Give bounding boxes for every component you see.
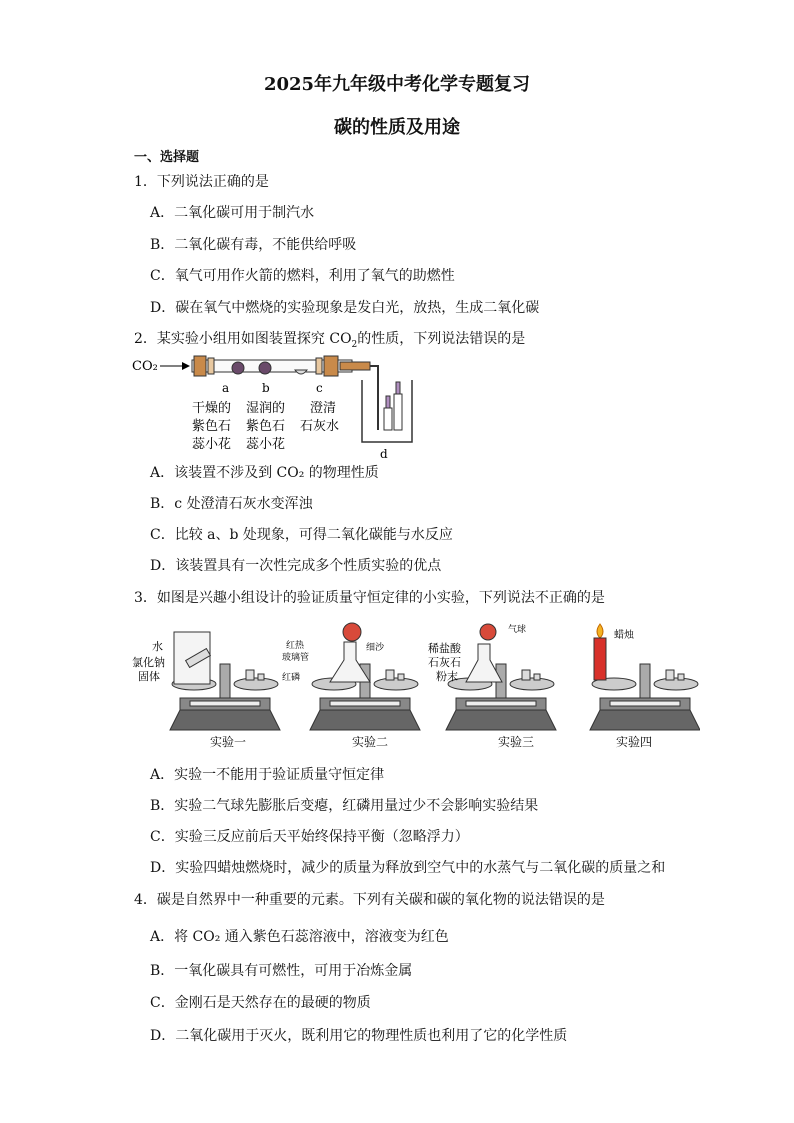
q1-option-a: A．二氧化碳可用于制汽水 (150, 205, 315, 221)
caption-b-line2: 紫色石 (246, 419, 286, 434)
balance-right-pan (234, 678, 278, 690)
exp3-balloon-label: 气球 (508, 625, 527, 635)
right-stopper (324, 356, 338, 376)
balance-right-pan (374, 678, 418, 690)
exp2-phosphorus-label: 红磷 (282, 673, 301, 683)
limewater-dish-icon (295, 370, 307, 374)
q2-stem-subscript: 2 (351, 339, 358, 350)
exp1-caption: 实验一 (210, 735, 247, 749)
section-heading: 一、选择题 (134, 150, 200, 165)
exp3-acid-label: 稀盐酸 (428, 642, 461, 655)
q1-option-b: B．二氧化碳有毒，不能供给呼吸 (150, 237, 357, 253)
caption-c-line1: 澄清 (310, 401, 337, 416)
balance-base (170, 710, 280, 730)
flower-b-icon (259, 362, 271, 374)
co2-label: CO₂ (132, 359, 158, 374)
q2-stem-part2: 的性质，下列说法错误的是 (357, 331, 526, 347)
balance-base (446, 710, 556, 730)
q3-option-a: A．实验一不能用于验证质量守恒定律 (150, 767, 385, 783)
balance-scale-bar (330, 701, 400, 706)
q4-option-b: B．一氧化碳具有可燃性，可用于冶炼金属 (150, 963, 413, 979)
balance-weight-2 (678, 674, 684, 680)
balance-weight-2 (398, 674, 404, 680)
balance-weight-1 (522, 670, 530, 680)
q3-option-b: B．实验二气球先膨胀后变瘪，红磷用量过少不会影响实验结果 (150, 798, 539, 814)
caption-a-line1: 干燥的 (192, 401, 232, 416)
question-4-stem: 4．碳是自然界中一种重要的元素。下列有关碳和碳的氧化物的说法错误的是 (134, 892, 605, 908)
exp2-flask (330, 642, 370, 682)
page-subtitle: 碳的性质及用途 (334, 117, 460, 138)
exp4-candle-label: 蜡烛 (614, 630, 634, 641)
question-1-stem: 1．下列说法正确的是 (134, 174, 269, 190)
balance-right-pan (510, 678, 554, 690)
exp3-caption: 实验三 (498, 735, 535, 749)
balance-base (310, 710, 420, 730)
caption-a-line3: 蕊小花 (192, 437, 232, 452)
balance-weight-2 (258, 674, 264, 680)
caption-b-line1: 湿润的 (246, 401, 286, 416)
q2-option-c: C．比较 a、b 处现象，可得二氧化碳能与水反应 (150, 527, 453, 543)
exp3-balloon (480, 624, 496, 640)
balance-pointer-post (640, 664, 650, 698)
q2-option-b: B．c 处澄清石灰水变浑浊 (150, 496, 313, 512)
q4-option-c: C．金刚石是天然存在的最硬的物质 (150, 995, 371, 1011)
balance-pointer-post (220, 664, 230, 698)
q4-option-a: A．将 CO₂ 通入紫色石蕊溶液中，溶液变为红色 (150, 929, 449, 945)
lower-candle (386, 396, 390, 408)
q1-option-c: C．氧气可用作火箭的燃料，利用了氧气的助燃性 (150, 268, 455, 284)
q3-option-d: D．实验四蜡烛燃烧时，减少的质量为释放到空气中的水蒸气与二氧化碳的质量之和 (150, 860, 666, 876)
label-a: a (222, 381, 230, 395)
exp2-caption: 实验二 (352, 735, 389, 749)
label-d: d (380, 447, 388, 460)
balance-scale-bar (190, 701, 260, 706)
co2-arrow-head (182, 362, 190, 370)
balance-scale-bar (610, 701, 680, 706)
q3-option-c: C．实验三反应前后天平始终保持平衡（忽略浮力） (150, 829, 469, 845)
balance-weight-2 (534, 674, 540, 680)
q2-option-d: D．该装置具有一次性完成多个性质实验的优点 (150, 558, 442, 574)
balance-experiment-3 (446, 664, 556, 730)
q1-option-d: D．碳在氧气中燃烧的实验现象是发白光，放热，生成二氧化碳 (150, 300, 540, 316)
balance-weight-1 (666, 670, 674, 680)
exp3-limestone-label: 石灰石 (428, 656, 461, 669)
question-2-stem (134, 328, 525, 350)
exp3-flask (466, 644, 502, 682)
balance-base (590, 710, 700, 730)
flower-a-icon (232, 362, 244, 374)
left-stopper (194, 356, 206, 376)
label-b: b (262, 381, 270, 395)
balance-scale-bar (466, 701, 536, 706)
right-clamp (316, 358, 322, 374)
exp4-candle (594, 638, 606, 680)
upper-candle (396, 382, 400, 394)
exp2-balloon (343, 623, 361, 641)
balance-right-pan (654, 678, 698, 690)
page-title: 2025年九年级中考化学专题复习 (263, 74, 531, 95)
caption-c-line2: 石灰水 (300, 419, 340, 434)
exp2-glass-label-1: 红热 (286, 641, 305, 651)
caption-b-line3: 蕊小花 (246, 437, 286, 452)
co2-apparatus-figure (130, 350, 430, 460)
balance-weight-1 (386, 670, 394, 680)
exp4-flame-icon (597, 624, 603, 638)
balance-weight-1 (246, 670, 254, 680)
delivery-pipe (370, 366, 378, 430)
label-c: c (316, 381, 323, 395)
mass-conservation-figure (130, 618, 700, 753)
q4-option-d: D．二氧化碳用于灭火，既利用它的物理性质也利用了它的化学性质 (150, 1028, 568, 1044)
rubber-tube (340, 362, 370, 370)
lower-candle-step (384, 408, 392, 430)
exp2-glass-label-2: 玻璃管 (282, 653, 310, 663)
exp3-powder-label: 粉末 (436, 670, 458, 683)
exp1-water-label: 水 (152, 640, 163, 653)
caption-a-line2: 紫色石 (192, 419, 232, 434)
exp2-sand-label: 细沙 (366, 643, 385, 653)
q2-stem-part1: 2．某实验小组用如图装置探究 CO (134, 331, 352, 347)
exp1-salt-label-1: 氯化钠 (132, 656, 165, 669)
exp1-salt-label-2: 固体 (138, 670, 160, 683)
exp4-caption: 实验四 (616, 735, 653, 749)
left-clamp (208, 358, 214, 374)
q2-option-a: A．该装置不涉及到 CO₂ 的物理性质 (150, 465, 379, 481)
question-3-stem: 3．如图是兴趣小组设计的验证质量守恒定律的小实验，下列说法不正确的是 (134, 590, 605, 606)
upper-candle-step (394, 394, 402, 430)
